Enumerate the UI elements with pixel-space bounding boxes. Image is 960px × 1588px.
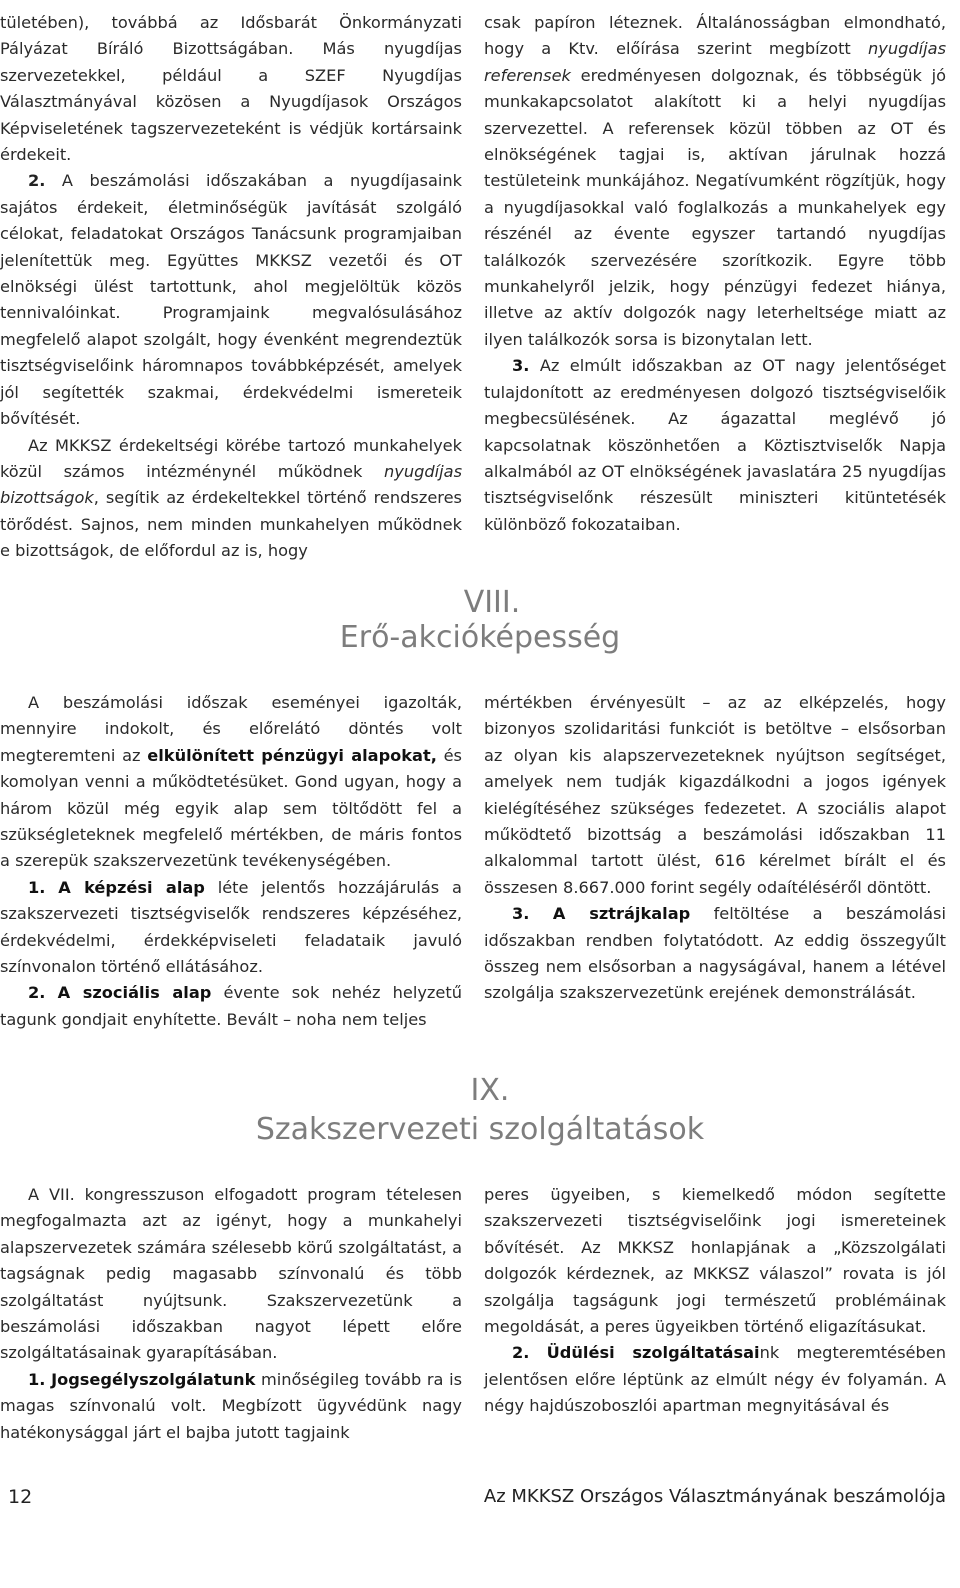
highlight-text: Jogsegélyszolgálatunk <box>51 1369 256 1389</box>
paragraph <box>484 901 946 1007</box>
text: Az elmúlt időszakban az OT nagy jelentőséget tulajdonított az eredményesen dolgozó tisztségviselőik megbecsülésének. Az ágazattal meglévő jó kapcsolatnak köszönhetően a Köztisztviselők Napja alkalmából az OT elnökségének javaslatára 25 nyugdíjas tisztségviselőnk részesült miniszteri kitüntetésék különböző fokozataiban. <box>484 356 946 534</box>
text: léte jelentős hozzájárulás a szakszervezeti tisztségviselők rendszeres képzéséhez, érdekvédelmi, érdekképviseleti feladataik javuló színvonalon történő ellátásához. <box>0 877 462 977</box>
section1-left-column <box>0 10 462 565</box>
section1-right-column <box>484 10 946 538</box>
item-number: 3. <box>512 356 530 376</box>
highlight-text: elkülönített pénzügyi alapokat, <box>147 745 437 765</box>
section3-right-column <box>484 1182 946 1420</box>
text: A beszámolási időszakában a nyugdíjasaink sajátos érdekeit, életminőségük javítását szolgáló célokat, feladatokat Országos Tanácsunk programjaiban jelenítettük meg. Együttes MKKSZ vezetői és OT elnökségi ülést tartottunk, ahol megjelöltük közös tennivalóinkat. Programjaink megvalósulásához megfelelő alapot szolgált, hogy évenként megrendeztük tisztségviselőink háromnapos továbbképzését, amelyek jól segítették szakmai, érdekvédelmi ismereteik bővítését. <box>0 171 462 429</box>
paragraph <box>0 433 462 565</box>
paragraph <box>484 353 946 538</box>
chapter-number: VIII. <box>463 585 521 620</box>
paragraph <box>0 1182 462 1367</box>
text: csak papíron léteznek. Általánosságban elmondható, hogy a Ktv. előírása szerint megbízott <box>484 13 946 59</box>
paragraph <box>484 1340 946 1419</box>
chapter-title: Szakszervezeti szolgáltatások <box>255 1112 705 1147</box>
section2-left-column <box>0 690 462 1033</box>
paragraph <box>0 168 462 432</box>
paragraph <box>0 690 462 875</box>
text: és komolyan venni a működtetésüket. Gond ugyan, hogy a három közül még egyik alap sem töltődött fel a szükségleteknek megfelelő mértékben, de máris fontos a szerepük szakszervezetünk tevékenységében. <box>0 745 462 871</box>
item-number: 2. <box>28 983 46 1003</box>
text: minőségileg tovább ra is magas színvonalú volt. Megbízott ügyvédünk nagy hatékonysággal járt el bajba jutott tagjaink <box>0 1369 462 1442</box>
highlight-text: A sztrájkalap <box>552 904 691 924</box>
highlight-text: Üdülési szolgáltatásai <box>546 1343 760 1363</box>
section2-right-column <box>484 690 946 1007</box>
publication-title: Az MKKSZ Országos Választmányának beszámolója <box>483 1486 946 1507</box>
text: peres ügyeiben, s kiemelkedő módon segítette szakszervezeti tisztségviselőink jogi ismereteinek bővítését. Az MKKSZ honlapjának a „Közszolgálati dolgozók kérdeznek, az MKKSZ válaszol” rovata is jól szolgálja tagságunk jogi természetű problémáinak megoldását, a peres ügyeikben történő eligazításukat. <box>484 1185 946 1337</box>
text: eredményesen dolgoznak, és többségük jó munkakapcsolatot alakított ki a helyi nyugdíjas szervezettel. A referensek közül többen az OT és elnökségének tagjai is, aktívan járulnak hozzá testületeink munkájához. Negatívumként rögzítjük, hogy a nyugdíjasokkal való foglalkozás a munkahelyek egy részénél az évente egyszer tartandó nyugdíjas találkozók szervezésére szorítkozik. Egyre több munkahelyről jelzik, hogy pénzügyi fedezet hiánya, illetve az aktív dolgozók nagy leterheltsége miatt az ilyen találkozók sorsa is bizonytalan lett. <box>484 65 946 349</box>
item-number: 2. <box>512 1343 530 1363</box>
emphasis-text: nyugdíjas referensek <box>484 39 946 85</box>
paragraph <box>0 875 462 981</box>
decorative-dot-row <box>0 1556 960 1564</box>
text: , segítik az érdekeltekkel történő rendszeres törődést. Sajnos, nem minden munkahelyen működnek e bizottságok, de előfordul az is, hogy <box>0 488 462 561</box>
text: mértékben érvényesült – az az elképzelés, hogy bizonyos szolidaritási funkciót is betöltve – elsősorban az olyan kis alapszervezeteknek nyújtson segítséget, amelyek nem tudják kigazdálkodni a jogos igények kielégítéséhez szükséges fedezetet. A szociális alapot működtető bizottság a beszámolási időszakban 11 alkalommal tartott ülést, 616 kérelmet bírált el és összesen 8.667.000 forint segély odaítéléséről döntött. <box>484 693 946 897</box>
paragraph <box>0 980 462 1033</box>
paragraph <box>484 10 946 353</box>
highlight-text: A szociális alap <box>57 983 212 1003</box>
paragraph <box>484 1182 946 1340</box>
item-number: 1. <box>28 877 46 897</box>
decorative-dot-row <box>0 1522 960 1530</box>
chapter-number: IX. <box>470 1073 510 1108</box>
paragraph <box>484 690 946 901</box>
text: évente sok nehéz helyzetű tagunk gondjait enyhítette. Bevált – noha nem teljes <box>0 983 462 1029</box>
text: feltöltése a beszámolási időszakban rendben folytatódott. Az eddig összegyűlt összeg nem elsősorban a nagyságával, hanem a létével szolgálja szakszervezetünk erejének demonstrálását. <box>484 904 946 1003</box>
section3-left-column <box>0 1182 462 1446</box>
item-number: 3. <box>512 904 530 924</box>
text: A beszámolási időszak eseményei igazolták, mennyire indokolt, és előrelátó döntés volt megteremteni az <box>0 693 462 765</box>
text: megteremtésében jelentősen előre léptünk az elmúlt négy év folyamán. A négy hajdúszoboszlói apartman megnyitásával és <box>484 1343 946 1416</box>
chapter-title: Erő-akcióképesség <box>339 620 621 655</box>
text: tületében), továbbá az Idősbarát Önkormányzati Pályázat Bíráló Bizottságában. Más nyugdíjas szervezetekkel, például a SZEF Nyugdíjas Választmányával közösen a Nyugdíjasok Országos Képviseletének tagszervezeteként is védjük kortársaink érdekeit. <box>0 13 462 165</box>
text: A VII. kongresszuson elfogadott program tételesen megfogalmazta azt az igényt, hogy a munkahelyi alapszervezetek számára szélesebb körű szolgáltatást, a tagságnak pedig magasabb színvonalú és több szolgáltatást nyújtsunk. Szakszervezetünk a beszámolási időszakban nagyot lépett előre szolgáltatásainak gyarapításában. <box>0 1185 462 1363</box>
highlight-text: A képzési alap <box>58 877 205 897</box>
paragraph <box>0 10 462 168</box>
text: Az MKKSZ érdekeltségi körébe tartozó munkahelyek közül számos intézménynél működnek <box>0 435 462 481</box>
text: nk <box>759 1343 780 1363</box>
paragraph <box>0 1367 462 1446</box>
item-number: 2. <box>28 171 46 191</box>
emphasis-text: nyugdíjas bizottságok <box>0 461 462 508</box>
item-number: 1. <box>28 1369 46 1389</box>
page-number: 12 <box>8 1486 33 1508</box>
